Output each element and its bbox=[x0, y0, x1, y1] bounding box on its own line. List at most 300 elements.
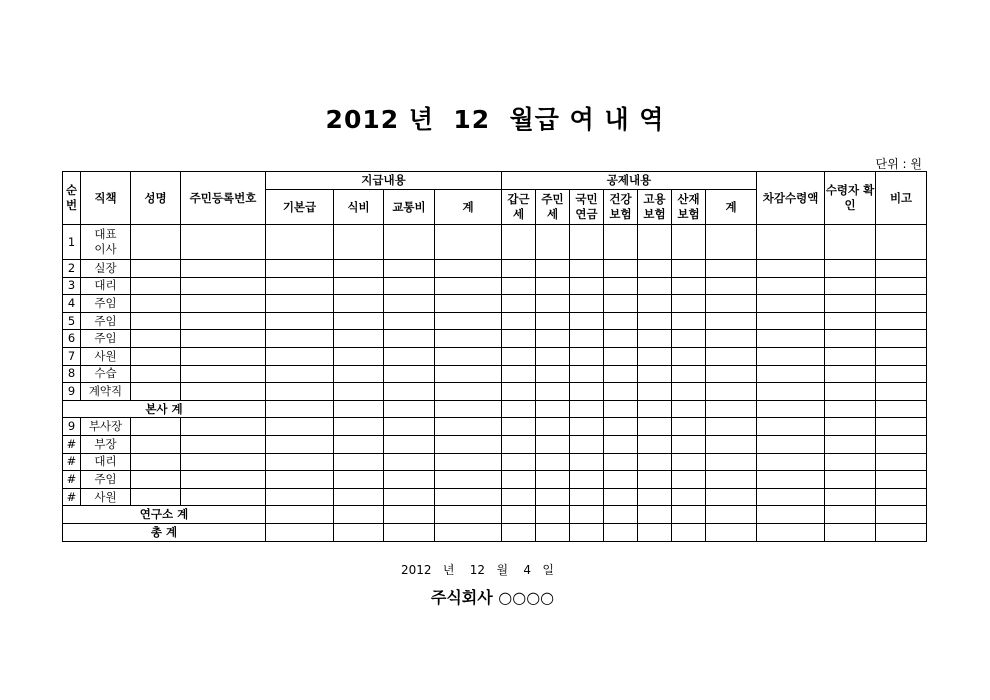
table-cell[interactable] bbox=[536, 330, 570, 348]
table-cell[interactable] bbox=[672, 506, 706, 524]
table-cell[interactable] bbox=[266, 365, 334, 383]
table-cell[interactable] bbox=[266, 260, 334, 278]
table-cell[interactable] bbox=[181, 365, 266, 383]
table-cell[interactable] bbox=[502, 365, 536, 383]
table-cell[interactable] bbox=[706, 418, 757, 436]
table-cell[interactable] bbox=[604, 365, 638, 383]
table-cell[interactable] bbox=[825, 330, 876, 348]
table-cell[interactable] bbox=[181, 453, 266, 471]
table-cell[interactable] bbox=[825, 347, 876, 365]
table-cell[interactable] bbox=[384, 260, 435, 278]
table-cell[interactable] bbox=[876, 418, 927, 436]
table-cell[interactable] bbox=[384, 506, 435, 524]
header-deduction-col: 산재 보험 bbox=[672, 190, 706, 225]
table-cell[interactable] bbox=[131, 383, 181, 401]
table-cell[interactable] bbox=[757, 312, 825, 330]
table-cell[interactable] bbox=[876, 330, 927, 348]
table-cell[interactable] bbox=[435, 277, 502, 295]
table-cell[interactable] bbox=[604, 330, 638, 348]
table-cell[interactable] bbox=[570, 225, 604, 260]
table-cell[interactable] bbox=[672, 347, 706, 365]
table-cell[interactable] bbox=[604, 277, 638, 295]
table-cell[interactable] bbox=[181, 330, 266, 348]
table-cell[interactable] bbox=[570, 471, 604, 489]
table-cell[interactable] bbox=[706, 295, 757, 313]
table-cell[interactable] bbox=[536, 435, 570, 453]
table-cell[interactable] bbox=[435, 383, 502, 401]
table-cell[interactable] bbox=[502, 312, 536, 330]
table-cell[interactable] bbox=[181, 277, 266, 295]
table-cell[interactable] bbox=[502, 347, 536, 365]
table-cell[interactable] bbox=[435, 453, 502, 471]
table-cell[interactable] bbox=[825, 277, 876, 295]
table-cell[interactable] bbox=[876, 383, 927, 401]
table-cell[interactable] bbox=[706, 260, 757, 278]
table-cell[interactable] bbox=[570, 418, 604, 436]
table-cell[interactable] bbox=[384, 435, 435, 453]
table-cell[interactable] bbox=[131, 260, 181, 278]
table-cell[interactable] bbox=[638, 418, 672, 436]
table-cell[interactable] bbox=[638, 488, 672, 506]
table-cell[interactable] bbox=[757, 453, 825, 471]
table-cell[interactable] bbox=[604, 453, 638, 471]
table-cell[interactable] bbox=[131, 435, 181, 453]
table-cell[interactable] bbox=[825, 295, 876, 313]
table-cell[interactable] bbox=[384, 312, 435, 330]
table-cell[interactable] bbox=[672, 295, 706, 313]
table-cell[interactable] bbox=[604, 435, 638, 453]
row-position-text: 주임 bbox=[94, 295, 117, 310]
table-cell[interactable] bbox=[334, 295, 384, 313]
table-cell[interactable] bbox=[131, 330, 181, 348]
table-cell[interactable] bbox=[334, 330, 384, 348]
table-cell[interactable] bbox=[825, 471, 876, 489]
table-cell[interactable] bbox=[181, 260, 266, 278]
table-cell[interactable] bbox=[536, 488, 570, 506]
table-cell[interactable] bbox=[536, 453, 570, 471]
table-cell[interactable] bbox=[384, 418, 435, 436]
table-cell[interactable] bbox=[435, 330, 502, 348]
table-cell[interactable] bbox=[334, 347, 384, 365]
table-cell[interactable] bbox=[825, 312, 876, 330]
table-cell[interactable] bbox=[672, 330, 706, 348]
table-cell[interactable] bbox=[706, 347, 757, 365]
table-row bbox=[63, 453, 927, 471]
table-cell[interactable] bbox=[876, 523, 927, 541]
table-cell[interactable] bbox=[435, 471, 502, 489]
table-cell[interactable] bbox=[502, 523, 536, 541]
table-cell[interactable] bbox=[266, 383, 334, 401]
table-cell[interactable] bbox=[266, 488, 334, 506]
table-cell[interactable] bbox=[334, 435, 384, 453]
table-cell[interactable] bbox=[435, 418, 502, 436]
table-cell[interactable] bbox=[502, 471, 536, 489]
table-cell[interactable] bbox=[638, 523, 672, 541]
table-cell[interactable] bbox=[435, 295, 502, 313]
table-cell[interactable] bbox=[876, 260, 927, 278]
table-cell[interactable] bbox=[876, 225, 927, 260]
table-cell[interactable] bbox=[706, 277, 757, 295]
table-cell[interactable] bbox=[266, 330, 334, 348]
table-cell[interactable] bbox=[131, 418, 181, 436]
table-cell[interactable] bbox=[131, 225, 181, 260]
table-cell[interactable] bbox=[706, 383, 757, 401]
table-cell[interactable] bbox=[266, 277, 334, 295]
table-cell[interactable] bbox=[181, 383, 266, 401]
row-position bbox=[81, 295, 131, 313]
header-net: 차감수령액 bbox=[757, 172, 825, 225]
table-row bbox=[63, 260, 927, 278]
table-cell[interactable] bbox=[638, 383, 672, 401]
payroll-table bbox=[62, 171, 927, 542]
table-cell[interactable] bbox=[672, 523, 706, 541]
table-cell[interactable] bbox=[502, 330, 536, 348]
table-cell[interactable] bbox=[672, 453, 706, 471]
table-cell[interactable] bbox=[876, 435, 927, 453]
table-cell[interactable] bbox=[757, 435, 825, 453]
table-cell[interactable] bbox=[384, 330, 435, 348]
table-cell[interactable] bbox=[757, 260, 825, 278]
table-cell[interactable] bbox=[672, 471, 706, 489]
table-cell[interactable] bbox=[536, 295, 570, 313]
table-cell[interactable] bbox=[334, 312, 384, 330]
table-cell[interactable] bbox=[672, 365, 706, 383]
table-cell[interactable] bbox=[435, 312, 502, 330]
table-cell[interactable] bbox=[825, 365, 876, 383]
row-seq: # bbox=[63, 488, 81, 506]
table-cell[interactable] bbox=[266, 506, 334, 524]
table-cell[interactable] bbox=[876, 277, 927, 295]
table-cell[interactable] bbox=[570, 506, 604, 524]
table-cell[interactable] bbox=[570, 400, 604, 418]
table-cell[interactable] bbox=[672, 312, 706, 330]
table-cell[interactable] bbox=[638, 471, 672, 489]
table-row bbox=[63, 488, 927, 506]
table-cell[interactable] bbox=[604, 312, 638, 330]
grand-total-row bbox=[63, 523, 927, 541]
table-cell[interactable] bbox=[706, 471, 757, 489]
table-cell[interactable] bbox=[706, 225, 757, 260]
table-cell[interactable] bbox=[604, 506, 638, 524]
table-cell[interactable] bbox=[638, 365, 672, 383]
table-cell[interactable] bbox=[825, 260, 876, 278]
table-cell[interactable] bbox=[334, 418, 384, 436]
table-cell[interactable] bbox=[706, 523, 757, 541]
table-row bbox=[63, 418, 927, 436]
table-cell[interactable] bbox=[672, 225, 706, 260]
table-cell[interactable] bbox=[825, 453, 876, 471]
table-cell[interactable] bbox=[672, 260, 706, 278]
table-cell[interactable] bbox=[638, 330, 672, 348]
table-cell[interactable] bbox=[672, 418, 706, 436]
lab-total-row bbox=[63, 506, 927, 524]
table-cell[interactable] bbox=[536, 523, 570, 541]
table-cell[interactable] bbox=[604, 471, 638, 489]
table-cell[interactable] bbox=[604, 347, 638, 365]
row-position bbox=[81, 365, 131, 383]
table-cell[interactable] bbox=[876, 400, 927, 418]
row-position bbox=[81, 330, 131, 348]
table-cell[interactable] bbox=[131, 312, 181, 330]
row-position bbox=[81, 453, 131, 471]
table-cell[interactable] bbox=[181, 418, 266, 436]
table-cell[interactable] bbox=[435, 488, 502, 506]
table-cell[interactable] bbox=[638, 506, 672, 524]
table-cell[interactable] bbox=[435, 523, 502, 541]
row-position bbox=[81, 260, 131, 278]
table-cell[interactable] bbox=[570, 365, 604, 383]
table-cell[interactable] bbox=[876, 365, 927, 383]
table-cell[interactable] bbox=[502, 506, 536, 524]
table-cell[interactable] bbox=[825, 383, 876, 401]
table-cell[interactable] bbox=[131, 277, 181, 295]
table-cell[interactable] bbox=[825, 523, 876, 541]
table-cell[interactable] bbox=[502, 453, 536, 471]
table-cell[interactable] bbox=[181, 295, 266, 313]
table-cell[interactable] bbox=[638, 277, 672, 295]
table-cell[interactable] bbox=[757, 295, 825, 313]
table-cell[interactable] bbox=[181, 312, 266, 330]
table-cell[interactable] bbox=[536, 471, 570, 489]
table-cell[interactable] bbox=[266, 453, 334, 471]
table-cell[interactable] bbox=[757, 330, 825, 348]
table-cell[interactable] bbox=[266, 400, 334, 418]
table-cell[interactable] bbox=[435, 400, 502, 418]
row-position bbox=[81, 471, 131, 489]
table-cell[interactable] bbox=[502, 435, 536, 453]
table-cell[interactable] bbox=[876, 506, 927, 524]
table-cell[interactable] bbox=[757, 418, 825, 436]
table-cell[interactable] bbox=[435, 260, 502, 278]
table-cell[interactable] bbox=[604, 523, 638, 541]
table-cell[interactable] bbox=[536, 260, 570, 278]
grand-total-row-label: 총 계 bbox=[63, 523, 266, 541]
table-cell[interactable] bbox=[825, 488, 876, 506]
table-cell[interactable] bbox=[757, 488, 825, 506]
row-seq: 4 bbox=[63, 295, 81, 313]
header-deduction-col: 갑근세 bbox=[502, 190, 536, 225]
table-cell[interactable] bbox=[266, 347, 334, 365]
header-deduction-col: 국민 연금 bbox=[570, 190, 604, 225]
table-cell[interactable] bbox=[435, 225, 502, 260]
table-cell[interactable] bbox=[706, 435, 757, 453]
row-position-text: 계약직 bbox=[88, 383, 123, 398]
table-cell[interactable] bbox=[757, 506, 825, 524]
table-cell[interactable] bbox=[266, 295, 334, 313]
table-cell[interactable] bbox=[825, 506, 876, 524]
table-cell[interactable] bbox=[266, 435, 334, 453]
unit-label: 단위 : 원 bbox=[875, 157, 922, 171]
header-deduction-col: 주민세 bbox=[536, 190, 570, 225]
table-cell[interactable] bbox=[266, 471, 334, 489]
table-cell[interactable] bbox=[757, 383, 825, 401]
table-cell[interactable] bbox=[536, 383, 570, 401]
table-cell[interactable] bbox=[334, 225, 384, 260]
table-cell[interactable] bbox=[570, 347, 604, 365]
table-cell[interactable] bbox=[825, 225, 876, 260]
table-cell[interactable] bbox=[757, 277, 825, 295]
table-cell[interactable] bbox=[181, 347, 266, 365]
table-cell[interactable] bbox=[757, 225, 825, 260]
table-cell[interactable] bbox=[384, 400, 435, 418]
table-cell[interactable] bbox=[570, 312, 604, 330]
header-receipt: 수령자 확 인 bbox=[825, 172, 876, 225]
table-cell[interactable] bbox=[334, 506, 384, 524]
table-cell[interactable] bbox=[334, 471, 384, 489]
table-cell[interactable] bbox=[435, 435, 502, 453]
table-cell[interactable] bbox=[672, 383, 706, 401]
table-cell[interactable] bbox=[334, 488, 384, 506]
table-cell[interactable] bbox=[502, 295, 536, 313]
table-cell[interactable] bbox=[266, 523, 334, 541]
table-cell[interactable] bbox=[604, 260, 638, 278]
table-cell[interactable] bbox=[876, 471, 927, 489]
table-cell[interactable] bbox=[131, 471, 181, 489]
table-cell[interactable] bbox=[181, 435, 266, 453]
table-cell[interactable] bbox=[638, 295, 672, 313]
table-cell[interactable] bbox=[334, 523, 384, 541]
table-cell[interactable] bbox=[876, 488, 927, 506]
table-cell[interactable] bbox=[604, 488, 638, 506]
table-cell[interactable] bbox=[536, 418, 570, 436]
row-seq: # bbox=[63, 435, 81, 453]
table-cell[interactable] bbox=[384, 225, 435, 260]
table-cell[interactable] bbox=[672, 435, 706, 453]
table-cell[interactable] bbox=[672, 400, 706, 418]
table-cell[interactable] bbox=[131, 295, 181, 313]
table-cell[interactable] bbox=[266, 312, 334, 330]
table-cell[interactable] bbox=[266, 225, 334, 260]
row-position-text: 수습 bbox=[94, 366, 117, 381]
table-cell[interactable] bbox=[536, 400, 570, 418]
table-cell[interactable] bbox=[757, 400, 825, 418]
table-cell[interactable] bbox=[604, 295, 638, 313]
table-cell[interactable] bbox=[334, 383, 384, 401]
table-cell[interactable] bbox=[638, 260, 672, 278]
table-cell[interactable] bbox=[334, 260, 384, 278]
table-cell[interactable] bbox=[570, 435, 604, 453]
row-position-text: 부장 bbox=[94, 436, 117, 451]
table-cell[interactable] bbox=[181, 488, 266, 506]
table-cell[interactable] bbox=[570, 488, 604, 506]
table-cell[interactable] bbox=[757, 347, 825, 365]
table-cell[interactable] bbox=[266, 418, 334, 436]
table-cell[interactable] bbox=[435, 506, 502, 524]
table-cell[interactable] bbox=[536, 506, 570, 524]
table-cell[interactable] bbox=[181, 471, 266, 489]
table-cell[interactable] bbox=[384, 295, 435, 313]
table-cell[interactable] bbox=[638, 400, 672, 418]
table-cell[interactable] bbox=[570, 453, 604, 471]
table-cell[interactable] bbox=[757, 471, 825, 489]
table-row bbox=[63, 383, 927, 401]
table-cell[interactable] bbox=[638, 435, 672, 453]
table-cell[interactable] bbox=[334, 277, 384, 295]
table-cell[interactable] bbox=[706, 506, 757, 524]
table-cell[interactable] bbox=[604, 400, 638, 418]
table-cell[interactable] bbox=[876, 453, 927, 471]
table-cell[interactable] bbox=[502, 418, 536, 436]
table-cell[interactable] bbox=[502, 383, 536, 401]
table-cell[interactable] bbox=[131, 453, 181, 471]
table-cell[interactable] bbox=[181, 225, 266, 260]
table-cell[interactable] bbox=[706, 400, 757, 418]
table-cell[interactable] bbox=[604, 418, 638, 436]
table-cell[interactable] bbox=[706, 330, 757, 348]
table-cell[interactable] bbox=[502, 400, 536, 418]
table-cell[interactable] bbox=[706, 365, 757, 383]
table-cell[interactable] bbox=[570, 260, 604, 278]
table-cell[interactable] bbox=[757, 365, 825, 383]
table-cell[interactable] bbox=[638, 453, 672, 471]
table-cell[interactable] bbox=[536, 347, 570, 365]
table-cell[interactable] bbox=[502, 488, 536, 506]
table-cell[interactable] bbox=[570, 383, 604, 401]
table-row bbox=[63, 365, 927, 383]
table-cell[interactable] bbox=[638, 225, 672, 260]
table-cell[interactable] bbox=[876, 312, 927, 330]
table-cell[interactable] bbox=[757, 523, 825, 541]
table-cell[interactable] bbox=[876, 295, 927, 313]
table-cell[interactable] bbox=[672, 277, 706, 295]
table-cell[interactable] bbox=[384, 347, 435, 365]
table-cell[interactable] bbox=[638, 347, 672, 365]
table-cell[interactable] bbox=[131, 347, 181, 365]
table-row bbox=[63, 471, 927, 489]
table-cell[interactable] bbox=[536, 225, 570, 260]
table-cell[interactable] bbox=[825, 435, 876, 453]
table-cell[interactable] bbox=[334, 400, 384, 418]
table-cell[interactable] bbox=[706, 488, 757, 506]
table-cell[interactable] bbox=[334, 453, 384, 471]
row-position-text: 대표 bbox=[94, 227, 117, 241]
table-cell[interactable] bbox=[536, 277, 570, 295]
table-cell[interactable] bbox=[384, 523, 435, 541]
row-seq: 1 bbox=[63, 225, 81, 260]
table-cell[interactable] bbox=[536, 312, 570, 330]
table-cell[interactable] bbox=[502, 260, 536, 278]
table-cell[interactable] bbox=[570, 277, 604, 295]
table-cell[interactable] bbox=[604, 383, 638, 401]
row-position-text: 주임 bbox=[94, 331, 117, 346]
table-cell[interactable] bbox=[384, 471, 435, 489]
table-cell[interactable] bbox=[502, 277, 536, 295]
table-cell[interactable] bbox=[672, 488, 706, 506]
table-cell[interactable] bbox=[384, 365, 435, 383]
table-cell[interactable] bbox=[131, 488, 181, 506]
table-cell[interactable] bbox=[638, 312, 672, 330]
table-cell[interactable] bbox=[570, 523, 604, 541]
table-cell[interactable] bbox=[570, 330, 604, 348]
table-cell[interactable] bbox=[604, 225, 638, 260]
table-cell[interactable] bbox=[334, 365, 384, 383]
table-cell[interactable] bbox=[536, 365, 570, 383]
table-cell[interactable] bbox=[131, 365, 181, 383]
table-cell[interactable] bbox=[435, 347, 502, 365]
table-cell[interactable] bbox=[570, 295, 604, 313]
table-cell[interactable] bbox=[384, 453, 435, 471]
table-cell[interactable] bbox=[706, 312, 757, 330]
table-cell[interactable] bbox=[384, 383, 435, 401]
table-cell[interactable] bbox=[384, 488, 435, 506]
table-cell[interactable] bbox=[825, 418, 876, 436]
table-cell[interactable] bbox=[435, 365, 502, 383]
table-cell[interactable] bbox=[825, 400, 876, 418]
table-cell[interactable] bbox=[384, 277, 435, 295]
table-cell[interactable] bbox=[876, 347, 927, 365]
table-cell[interactable] bbox=[502, 225, 536, 260]
table-cell[interactable] bbox=[706, 453, 757, 471]
